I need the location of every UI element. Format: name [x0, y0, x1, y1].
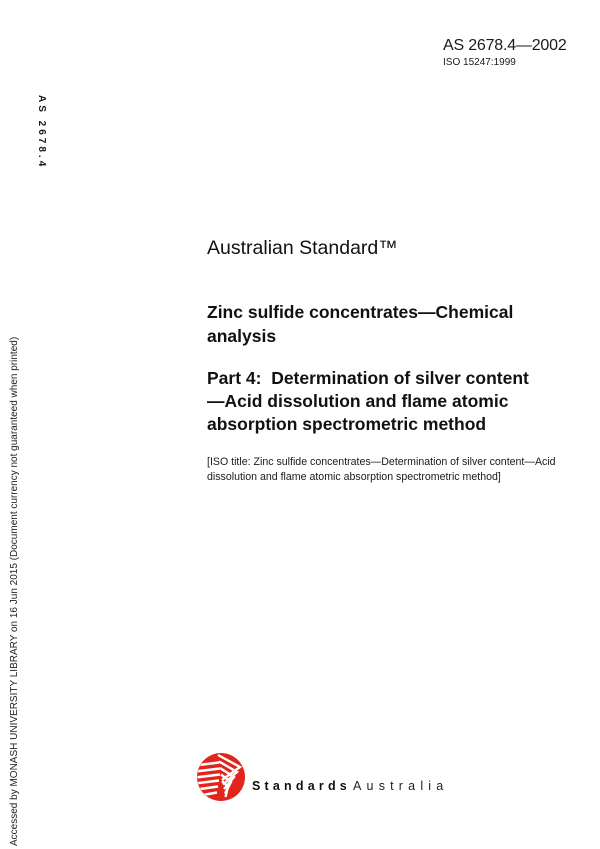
document-title: Zinc sulfide concentrates—Chemical analysis — [207, 302, 514, 346]
iso-standard-number: ISO 15247:1999 — [443, 57, 516, 68]
header-identifiers — [443, 36, 567, 69]
standards-australia-ball-icon — [197, 753, 245, 801]
part-title: Part 4: Determination of silver content—Acid dissolution and flame atomic absorption spectrometric method — [207, 368, 529, 434]
logo-wordmark-standards: Standards — [252, 779, 351, 793]
logo-wordmark-australia: Australia — [353, 779, 449, 793]
spine-standard-number: AS 2678.4 — [36, 95, 47, 170]
library-access-note: Accessed by MONASH UNIVERSITY LIBRARY on 16 Jun 2015 (Document currency not guaranteed when printed) — [9, 336, 20, 846]
iso-title-note: [ISO title: Zinc sulfide concentrates—Determination of silver content—Acid dissolution and flame atomic absorption spectrometric method] — [207, 456, 556, 483]
standard-type-heading: Australian Standard™ — [207, 237, 398, 259]
standard-number: AS 2678.4—2002 — [443, 37, 567, 54]
